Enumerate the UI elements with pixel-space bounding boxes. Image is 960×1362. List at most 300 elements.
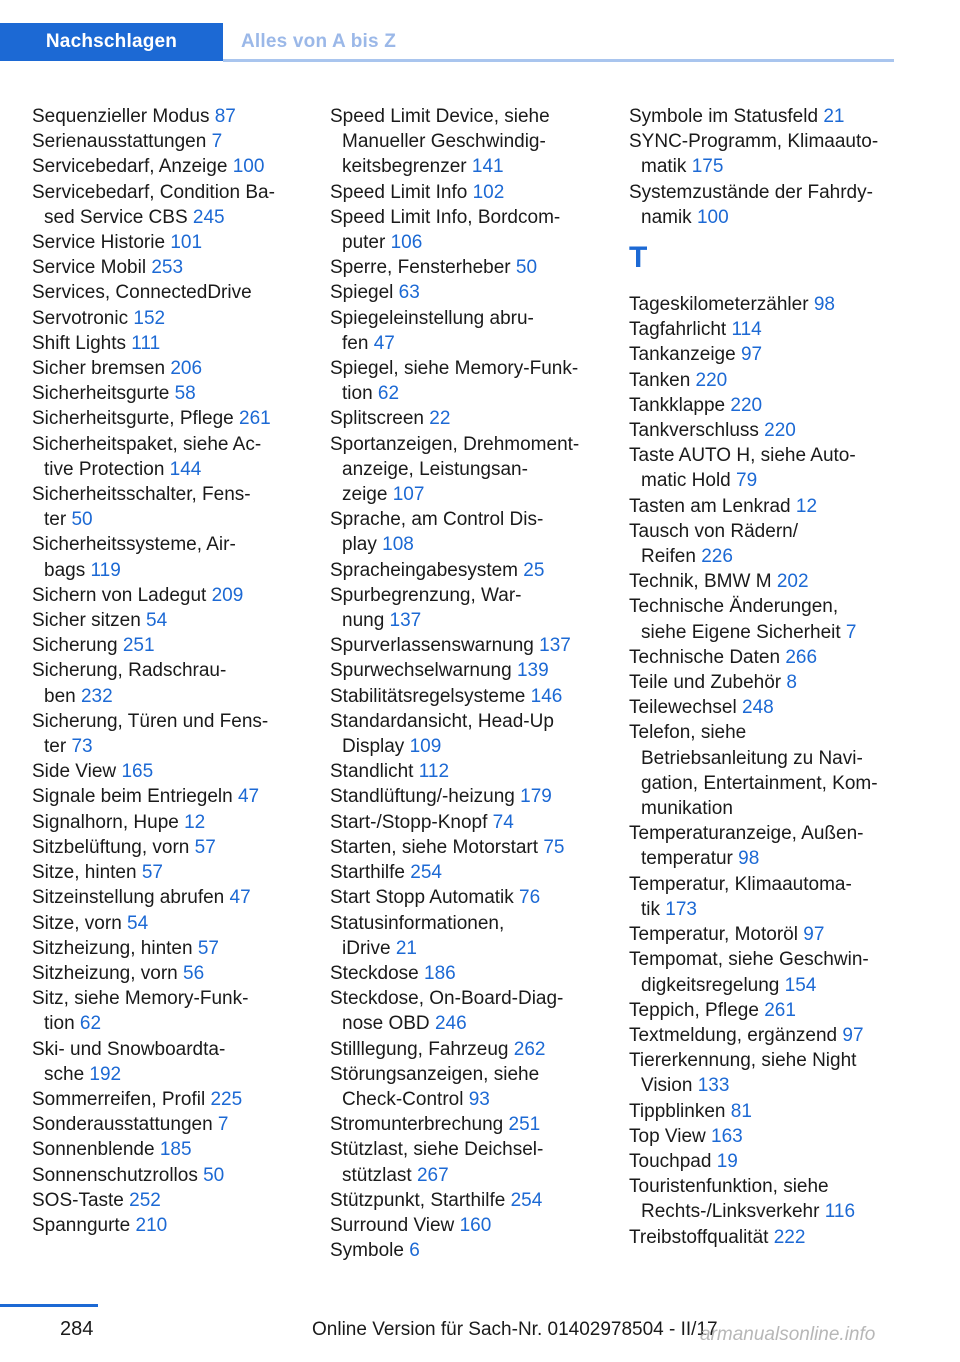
- tab-nachschlagen[interactable]: Nachschlagen: [0, 23, 223, 61]
- page-reference-link[interactable]: 100: [232, 156, 265, 178]
- entry-text: gation, Entertainment, Kom-: [641, 772, 878, 794]
- watermark: armanualsonline.info: [700, 1324, 876, 1345]
- entry-text: Tankverschluss: [629, 420, 765, 442]
- entry-text: Signalhorn, Hupe: [32, 811, 185, 833]
- entry-text: Tageskilometerzähler: [629, 294, 814, 316]
- entry-text: Sprache, am Control Dis-: [330, 509, 544, 531]
- page-reference-link[interactable]: 8: [786, 672, 797, 694]
- index-entry: [629, 695, 897, 720]
- entry-text: Tankklappe: [629, 394, 731, 416]
- index-entry: [629, 519, 897, 569]
- page-reference-link[interactable]: 106: [390, 232, 423, 254]
- entry-text: Tausch von Rädern/: [629, 520, 798, 542]
- entry-text: Tasten am Lenkrad: [629, 495, 796, 517]
- index-entry: [32, 280, 294, 305]
- entry-text: Betriebsanleitung zu Navi-: [641, 747, 863, 769]
- entry-text: sed Service CBS: [44, 206, 193, 228]
- entry-text: Sonnenschutzrollos: [32, 1164, 204, 1186]
- entry-text: fen: [342, 332, 374, 354]
- index-entry: [330, 1188, 598, 1213]
- page-reference-link[interactable]: 7: [211, 131, 223, 153]
- index-entry: [629, 494, 897, 519]
- entry-text: Rechts-/Linksverkehr: [641, 1201, 825, 1223]
- index-entry: [330, 104, 598, 180]
- entry-text: Sicherung: [32, 635, 123, 657]
- page-reference-link[interactable]: 232: [80, 685, 113, 707]
- index-entry: [629, 1023, 897, 1048]
- entry-text: Taste AUTO H, siehe Auto-: [629, 445, 856, 467]
- page-reference-link[interactable]: 12: [795, 495, 818, 517]
- entry-text: Steckdose, On-Board-Diag-: [330, 988, 564, 1010]
- page-reference-link[interactable]: 93: [468, 1088, 490, 1110]
- entry-text: Sicherheitssysteme, Air-: [32, 534, 236, 556]
- page-reference-link[interactable]: 54: [146, 610, 168, 632]
- entry-text: Sicherung, Radschrau-: [32, 660, 227, 682]
- page-reference-link[interactable]: 21: [823, 106, 845, 127]
- index-entry: [32, 986, 294, 1036]
- page-reference-link[interactable]: 133: [697, 1075, 730, 1097]
- entry-text: Symbole: [330, 1240, 410, 1262]
- entry-text: Reifen: [641, 546, 702, 568]
- index-entry: [32, 1188, 294, 1213]
- page-reference-link[interactable]: 251: [122, 635, 155, 657]
- index-entry: [629, 998, 897, 1023]
- index-entry: [629, 720, 897, 821]
- entry-text: Sitz, siehe Memory-Funk-: [32, 988, 249, 1010]
- index-entry: [330, 1062, 598, 1112]
- entry-text: Teppich, Pflege: [629, 999, 765, 1021]
- entry-text: namik: [641, 206, 697, 228]
- index-entry: [330, 306, 598, 356]
- page-reference-link[interactable]: 267: [416, 1164, 449, 1186]
- page-reference-link[interactable]: 119: [90, 559, 121, 581]
- entry-text: Technische Daten: [629, 646, 786, 668]
- entry-text: munikation: [641, 798, 733, 820]
- page-reference-link[interactable]: 139: [516, 660, 549, 682]
- page-reference-link[interactable]: 97: [740, 344, 763, 366]
- entry-text: Sicherheitsgurte: [32, 383, 175, 405]
- index-entry: [32, 381, 294, 406]
- entry-text: Sitzeinstellung abrufen: [32, 887, 230, 909]
- entry-text: Spracheingabesystem: [330, 559, 524, 581]
- index-entry: [32, 784, 294, 809]
- entry-text: Tankanzeige: [629, 344, 741, 366]
- page-reference-link[interactable]: 163: [711, 1125, 743, 1147]
- entry-text: Tanken: [629, 369, 696, 391]
- entry-text: Splitscreen: [330, 408, 430, 430]
- page-reference-link[interactable]: 63: [398, 282, 420, 304]
- page-reference-link[interactable]: 209: [211, 584, 244, 606]
- index-entry: [330, 255, 598, 280]
- page-reference-link[interactable]: 261: [239, 408, 271, 430]
- index-entry: [629, 947, 897, 997]
- page-reference-link[interactable]: 57: [194, 836, 216, 858]
- page-reference-link[interactable]: 154: [784, 974, 817, 996]
- entry-text: Tagfahrlicht: [629, 319, 732, 341]
- entry-text: Stabilitätsregelsysteme: [330, 685, 531, 707]
- page-reference-link[interactable]: 79: [736, 470, 758, 492]
- index-entry: [629, 821, 897, 871]
- page-reference-link[interactable]: 57: [197, 937, 219, 959]
- entry-text: Sonnenblende: [32, 1139, 160, 1161]
- entry-text: ter: [44, 736, 72, 758]
- page-reference-link[interactable]: 75: [543, 836, 565, 858]
- page-reference-link[interactable]: 175: [691, 156, 724, 178]
- page-reference-link[interactable]: 101: [170, 232, 203, 254]
- index-entry: [330, 1213, 598, 1238]
- entry-text: Tiererkennung, siehe Night: [629, 1050, 857, 1072]
- entry-text: Display: [342, 736, 410, 758]
- page-reference-link[interactable]: 98: [813, 294, 835, 316]
- index-entry: [330, 406, 598, 431]
- page-reference-link[interactable]: 76: [519, 887, 541, 909]
- index-entry: [32, 936, 294, 961]
- index-entry: [330, 961, 598, 986]
- page-reference-link[interactable]: 266: [785, 646, 818, 668]
- entry-text: Servicebedarf, Condition Ba-: [32, 181, 275, 203]
- entry-text: Servicebedarf, Anzeige: [32, 156, 233, 178]
- index-entry: [330, 986, 598, 1036]
- entry-text: puter: [342, 232, 391, 254]
- page-reference-link[interactable]: 62: [377, 383, 400, 405]
- entry-text: Servotronic: [32, 307, 134, 329]
- page-reference-link[interactable]: 137: [539, 635, 571, 657]
- page-reference-link[interactable]: 160: [459, 1214, 492, 1236]
- page-reference-link[interactable]: 186: [424, 962, 456, 984]
- page-reference-link[interactable]: 22: [429, 408, 451, 430]
- index-entry: [32, 1112, 294, 1137]
- index-entry: [32, 306, 294, 331]
- page-reference-link[interactable]: 74: [492, 811, 514, 833]
- section-letter: T: [629, 241, 648, 275]
- index-entry: [32, 961, 294, 986]
- index-entry: [32, 810, 294, 835]
- page-reference-link[interactable]: 254: [410, 862, 442, 884]
- entry-text: Starten, siehe Motorstart: [330, 836, 544, 858]
- index-entry: [32, 1137, 294, 1162]
- index-entry: [330, 583, 598, 633]
- page-reference-link[interactable]: 165: [121, 761, 154, 783]
- page-reference-link[interactable]: 253: [151, 257, 184, 279]
- entry-text: Spiegeleinstellung abru-: [330, 307, 534, 329]
- page-reference-link[interactable]: 261: [764, 999, 796, 1021]
- page-reference-link[interactable]: 192: [89, 1063, 122, 1085]
- entry-text: Starthilfe: [330, 862, 411, 884]
- index-entry: [330, 1137, 598, 1187]
- page-reference-link[interactable]: 57: [141, 862, 163, 884]
- index-entry: [32, 432, 294, 482]
- index-entry: [32, 406, 294, 431]
- page-reference-link[interactable]: 107: [392, 484, 425, 506]
- entry-text: Spiegel: [330, 282, 399, 304]
- entry-text: Sicher sitzen: [32, 610, 147, 632]
- page-reference-link[interactable]: 141: [471, 156, 504, 178]
- page-reference-link[interactable]: 222: [773, 1226, 806, 1248]
- entry-text: Teile und Zubehör: [629, 672, 787, 694]
- index-entry: [330, 784, 598, 809]
- index-entry: [629, 292, 897, 317]
- index-entry: [330, 1112, 598, 1137]
- entry-text: matic Hold: [641, 470, 737, 492]
- entry-text: Signale beim Entriegeln: [32, 786, 238, 808]
- page-reference-link[interactable]: 47: [229, 887, 251, 909]
- index-entry: [32, 835, 294, 860]
- entry-text: Side View: [32, 761, 122, 783]
- page-reference-link[interactable]: 98: [738, 848, 760, 870]
- index-entry: [629, 922, 897, 947]
- index-entry: [629, 104, 897, 129]
- entry-text: Service Mobil: [32, 257, 152, 279]
- page-reference-link[interactable]: 47: [373, 332, 395, 354]
- entry-text: nung: [342, 610, 390, 632]
- page-reference-link[interactable]: 25: [523, 559, 545, 581]
- index-entry: [629, 129, 897, 179]
- entry-text: ben: [44, 685, 81, 707]
- index-entry: [32, 1163, 294, 1188]
- page-reference-link[interactable]: 254: [510, 1189, 543, 1211]
- index-entry: [330, 432, 598, 508]
- entry-text: zeige: [342, 484, 393, 506]
- index-entry: [629, 418, 897, 443]
- page-reference-link[interactable]: 220: [764, 420, 796, 442]
- entry-text: Sitze, hinten: [32, 862, 142, 884]
- entry-text: Sichern von Ladegut: [32, 584, 212, 606]
- index-entry: [629, 317, 897, 342]
- entry-text: Tippblinken: [629, 1100, 731, 1122]
- entry-text: Störungsanzeigen, siehe: [330, 1063, 540, 1085]
- page-reference-link[interactable]: 262: [513, 1038, 546, 1060]
- entry-text: Telefon, siehe: [629, 722, 747, 744]
- index-entry: [32, 356, 294, 381]
- entry-text: tion: [44, 1013, 80, 1035]
- page-reference-link[interactable]: 152: [133, 307, 166, 329]
- entry-text: Temperatur, Klimaautoma-: [629, 873, 852, 895]
- page-number: 284: [60, 1318, 94, 1340]
- entry-text: SYNC-Programm, Klimaauto-: [629, 131, 879, 153]
- page-reference-link[interactable]: 109: [409, 736, 442, 758]
- entry-text: Sequenzieller Modus: [32, 106, 215, 127]
- entry-text: Manueller Geschwindig-: [342, 131, 546, 153]
- entry-text: Sicherheitspaket, siehe Ac-: [32, 433, 262, 455]
- footer-accent-line: [0, 1304, 98, 1307]
- page-reference-link[interactable]: 58: [174, 383, 196, 405]
- entry-text: Standlüftung/-heizung: [330, 786, 521, 808]
- page-reference-link[interactable]: 246: [434, 1013, 467, 1035]
- index-entry: [32, 608, 294, 633]
- page-reference-link[interactable]: 202: [776, 571, 809, 593]
- entry-text: siehe Eigene Sicherheit: [641, 621, 846, 643]
- page-reference-link[interactable]: 62: [79, 1013, 102, 1035]
- page-reference-link[interactable]: 97: [842, 1024, 864, 1046]
- entry-text: Sperre, Fensterheber: [330, 257, 516, 279]
- entry-text: tik: [641, 898, 666, 920]
- entry-text: Sitze, vorn: [32, 912, 128, 934]
- index-entry: [629, 872, 897, 922]
- page-reference-link[interactable]: 248: [742, 697, 774, 719]
- index-entry: [32, 1037, 294, 1087]
- page-reference-link[interactable]: 54: [127, 912, 149, 934]
- entry-text: Touchpad: [629, 1150, 717, 1172]
- entry-text: anzeige, Leistungsan-: [342, 458, 528, 480]
- index-entry: [629, 443, 897, 493]
- page-reference-link[interactable]: 173: [665, 898, 697, 920]
- entry-text: Stützlast, siehe Deichsel-: [330, 1139, 544, 1161]
- entry-text: Sitzbelüftung, vorn: [32, 836, 195, 858]
- entry-text: Start-/Stopp-Knopf: [330, 811, 493, 833]
- index-entry: [32, 1213, 294, 1238]
- page-reference-link[interactable]: 111: [131, 332, 161, 354]
- entry-text: Shift Lights: [32, 332, 132, 354]
- entry-text: Spiegel, siehe Memory-Funk-: [330, 358, 579, 380]
- entry-text: matik: [641, 156, 692, 178]
- index-entry: [629, 342, 897, 367]
- page-reference-link[interactable]: 252: [129, 1189, 161, 1211]
- page-reference-link[interactable]: 185: [159, 1139, 192, 1161]
- page-reference-link[interactable]: 50: [71, 509, 93, 531]
- page-reference-link[interactable]: 21: [395, 937, 417, 959]
- page-reference-link[interactable]: 97: [803, 924, 825, 946]
- page-reference-link[interactable]: 7: [217, 1114, 229, 1136]
- entry-text: Spanngurte: [32, 1214, 136, 1236]
- index-entry: [32, 885, 294, 910]
- page-reference-link[interactable]: 47: [237, 786, 260, 808]
- page-reference-link[interactable]: 108: [382, 534, 414, 556]
- index-entry: [32, 180, 294, 230]
- page-reference-link[interactable]: 144: [169, 458, 202, 480]
- page-reference-link[interactable]: 6: [409, 1240, 420, 1262]
- page-reference-link[interactable]: 220: [695, 369, 728, 391]
- index-entry: [330, 885, 598, 910]
- entry-text: Spurwechselwarnung: [330, 660, 517, 682]
- page-reference-link[interactable]: 87: [214, 106, 236, 127]
- tab-alles-von-a-bis-z[interactable]: Alles von A bis Z: [241, 31, 397, 52]
- index-entry: [330, 507, 598, 557]
- page-reference-link[interactable]: 226: [701, 546, 733, 568]
- entry-text: Service Historie: [32, 232, 171, 254]
- page-reference-link[interactable]: 112: [418, 761, 450, 783]
- page-reference-link[interactable]: 179: [520, 786, 552, 808]
- index-entry: [330, 1037, 598, 1062]
- page-reference-link[interactable]: 50: [203, 1164, 225, 1186]
- entry-text: Sitzheizung, vorn: [32, 962, 184, 984]
- entry-text: Symbole im Statusfeld: [629, 106, 824, 127]
- entry-text: stützlast: [342, 1164, 417, 1186]
- index-column-3: [629, 104, 897, 1250]
- page-reference-link[interactable]: 206: [170, 358, 203, 380]
- online-version-note: Online Version für Sach-Nr. 01402978504 - II/17: [312, 1319, 718, 1340]
- header-tabs: [0, 23, 396, 61]
- page-reference-link[interactable]: 73: [71, 736, 93, 758]
- index-entry: [629, 1225, 897, 1250]
- index-entry: [330, 1238, 598, 1263]
- entry-text: Teilewechsel: [629, 697, 742, 719]
- entry-text: Sommerreifen, Profil: [32, 1088, 211, 1110]
- index-entry: [629, 594, 897, 644]
- page-reference-link[interactable]: 251: [508, 1114, 541, 1136]
- page-reference-link[interactable]: 137: [389, 610, 422, 632]
- entry-text: Sicher bremsen: [32, 358, 171, 380]
- page-reference-link[interactable]: 81: [730, 1100, 752, 1122]
- page-reference-link[interactable]: 19: [716, 1150, 738, 1172]
- entry-text: Surround View: [330, 1214, 460, 1236]
- page-reference-link[interactable]: 220: [730, 394, 763, 416]
- index-entry: [330, 280, 598, 305]
- index-entry: [330, 180, 598, 205]
- page-reference-link[interactable]: 114: [731, 319, 762, 341]
- entry-text: Sicherung, Türen und Fens-: [32, 710, 269, 732]
- entry-text: Spurverlassenswarnung: [330, 635, 540, 657]
- page-reference-link[interactable]: 245: [192, 206, 225, 228]
- entry-text: Sonderausstattungen: [32, 1114, 218, 1136]
- entry-text: Services, ConnectedDrive: [32, 282, 252, 304]
- page-reference-link[interactable]: 102: [472, 181, 505, 203]
- entry-text: Technik, BMW M: [629, 571, 777, 593]
- index-entry: [330, 684, 598, 709]
- index-entry: [629, 1149, 897, 1174]
- entry-text: Start Stopp Automatik: [330, 887, 520, 909]
- entry-text: SOS-Taste: [32, 1189, 130, 1211]
- index-entry: [32, 532, 294, 582]
- page-reference-link[interactable]: 146: [530, 685, 563, 707]
- entry-text: Spurbegrenzung, War-: [330, 584, 522, 606]
- entry-text: Stützpunkt, Starthilfe: [330, 1189, 511, 1211]
- page-reference-link[interactable]: 12: [184, 811, 206, 833]
- index-column-1: [32, 104, 294, 1238]
- page-reference-link[interactable]: 100: [696, 206, 729, 228]
- entry-text: Sportanzeigen, Drehmoment-: [330, 433, 580, 455]
- entry-text: Textmeldung, ergänzend: [629, 1024, 843, 1046]
- entry-text: Sitzheizung, hinten: [32, 937, 198, 959]
- entry-text: Ski- und Snowboardta-: [32, 1038, 226, 1060]
- index-entry: [32, 633, 294, 658]
- entry-text: tion: [342, 383, 378, 405]
- entry-text: Stilllegung, Fahrzeug: [330, 1038, 514, 1060]
- entry-text: Serienausstattungen: [32, 131, 212, 153]
- page-reference-link[interactable]: 50: [515, 257, 538, 279]
- entry-text: Stromunterbrechung: [330, 1114, 509, 1136]
- index-entry: [32, 1087, 294, 1112]
- index-entry: [32, 759, 294, 784]
- index-entry: [32, 860, 294, 885]
- entry-text: tive Protection: [44, 458, 170, 480]
- index-column-2: [330, 104, 598, 1263]
- entry-text: bags: [44, 559, 91, 581]
- page-reference-link[interactable]: 225: [210, 1088, 243, 1110]
- entry-text: Temperaturanzeige, Außen-: [629, 823, 864, 845]
- entry-text: Sicherheitsgurte, Pflege: [32, 408, 240, 430]
- index-entry: [629, 180, 897, 230]
- entry-text: play: [342, 534, 383, 556]
- index-entry: [330, 205, 598, 255]
- entry-text: Sicherheitsschalter, Fens-: [32, 484, 251, 506]
- entry-text: temperatur: [641, 848, 739, 870]
- entry-text: Steckdose: [330, 962, 424, 984]
- index-entry: [629, 1048, 897, 1098]
- index-entry: [629, 1174, 897, 1224]
- page-reference-link[interactable]: 7: [845, 621, 857, 643]
- page-reference-link[interactable]: 210: [135, 1214, 168, 1236]
- index-entry: [629, 393, 897, 418]
- page-reference-link[interactable]: 56: [183, 962, 205, 984]
- index-entry: [32, 658, 294, 708]
- index-entry: [629, 569, 897, 594]
- index-entry: [629, 1099, 897, 1124]
- entry-text: Statusinformationen,: [330, 912, 505, 934]
- entry-text: keitsbegrenzer: [342, 156, 472, 178]
- page-reference-link[interactable]: 116: [824, 1201, 856, 1223]
- index-entry: [330, 633, 598, 658]
- entry-text: Speed Limit Device, siehe: [330, 106, 550, 127]
